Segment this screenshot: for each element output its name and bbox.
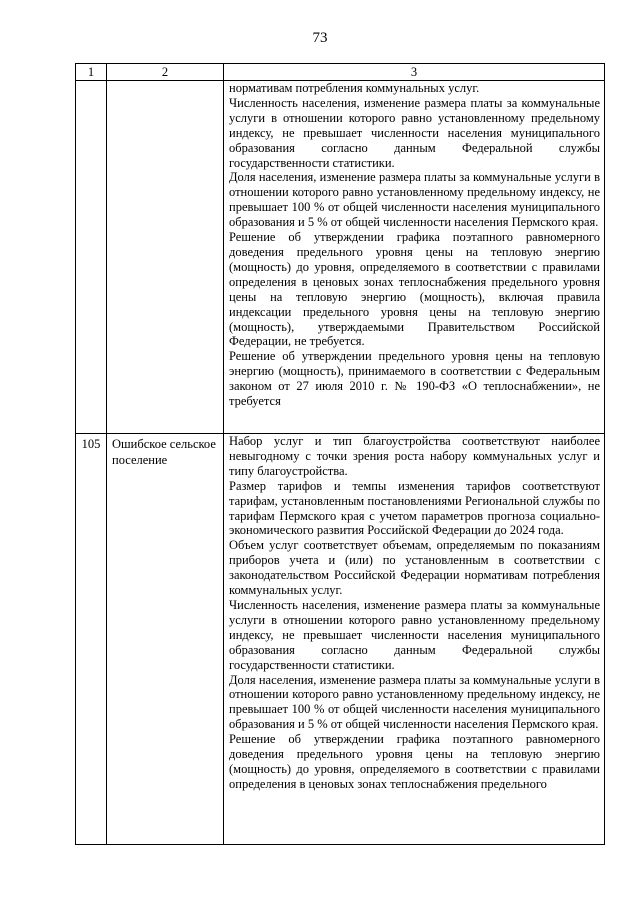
paragraph: нормативам потребления коммунальных услуг. <box>229 81 480 95</box>
page-number: 73 <box>312 30 328 46</box>
table-header-row <box>76 64 605 81</box>
paragraph: Численность населения, изменение размера платы за коммунальные услуги в отношении которого равно установленному предельному индексу, не превышает численности населения муниципального образования согласно данным Федеральной службы государственности статистики. <box>229 95 600 170</box>
column-header-3: 3 <box>224 64 605 81</box>
municipality-name <box>107 81 224 434</box>
paragraph: Численность населения, изменение размера платы за коммунальные услуги в отношении которого равно установленному предельному индексу, не превышает численности населения муниципального образования согласно данным Федеральной службы государственности статистики. <box>229 597 600 672</box>
row-description <box>224 434 605 845</box>
column-header-1: 1 <box>76 64 107 81</box>
municipality-name: Ошибское сельское поселение <box>107 434 224 845</box>
column-header-2: 2 <box>107 64 224 81</box>
paragraph: Решение об утверждении предельного уровня цены на тепловую энергию (мощность), принимаемого в соответствии с Федеральным законом от 27 июля 2010 г. № 190-ФЗ «О теплоснабжении», не требуется <box>229 349 600 409</box>
document-table <box>75 63 605 845</box>
row-description <box>224 81 605 434</box>
paragraph: Объем услуг соответствует объемам, определяемым по показаниям приборов учета и (или) по установленным в соответствии с законодательством Российской Федерации нормативам потребления коммунальных услуг. <box>229 538 600 598</box>
row-number <box>76 81 107 434</box>
paragraph: Решение об утверждении графика поэтапного равномерного доведения предельного уровня цены на тепловую энергию (мощность) до уровня, определяемого в соответствии с правилами определения в ценовых зонах теплоснабжения предельного уровня цены на тепловую энергию (мощность), включая правила индексации предельного уровня цены на тепловую энергию (мощность), утверждаемыми Правительством Российской Федерации, не требуется. <box>229 230 600 349</box>
paragraph: Набор услуг и тип благоустройства соответствуют наиболее невыгодному с точки зрения роста набору коммунальных услуг и типу благоустройства. <box>229 434 600 478</box>
paragraph: Решение об утверждении графика поэтапного равномерного доведения предельного уровня цены на тепловую энергию (мощность) до уровня, определяемого в соответствии с правилами определения в ценовых зонах теплоснабжения предельного <box>229 732 600 791</box>
paragraph: Доля населения, изменение размера платы за коммунальные услуги в отношении которого равно установленному предельному индексу, не превышает 100 % от общей численности населения муниципального образования и 5 % от общей численности населения Пермского края. <box>229 170 600 230</box>
table-row <box>76 81 605 434</box>
paragraph: Доля населения, изменение размера платы за коммунальные услуги в отношении которого равно установленному предельному индексу, не превышает 100 % от общей численности населения муниципального образования и 5 % от общей численности населения Пермского края. <box>229 672 600 732</box>
row-number: 105 <box>76 434 107 845</box>
paragraph: Размер тарифов и темпы изменения тарифов соответствуют тарифам, установленным постановлениями Региональной службы по тарифам Пермского края с учетом параметров прогноза социально-экономического развития Российской Федерации до 2024 года. <box>229 478 600 538</box>
table-row <box>76 434 605 845</box>
